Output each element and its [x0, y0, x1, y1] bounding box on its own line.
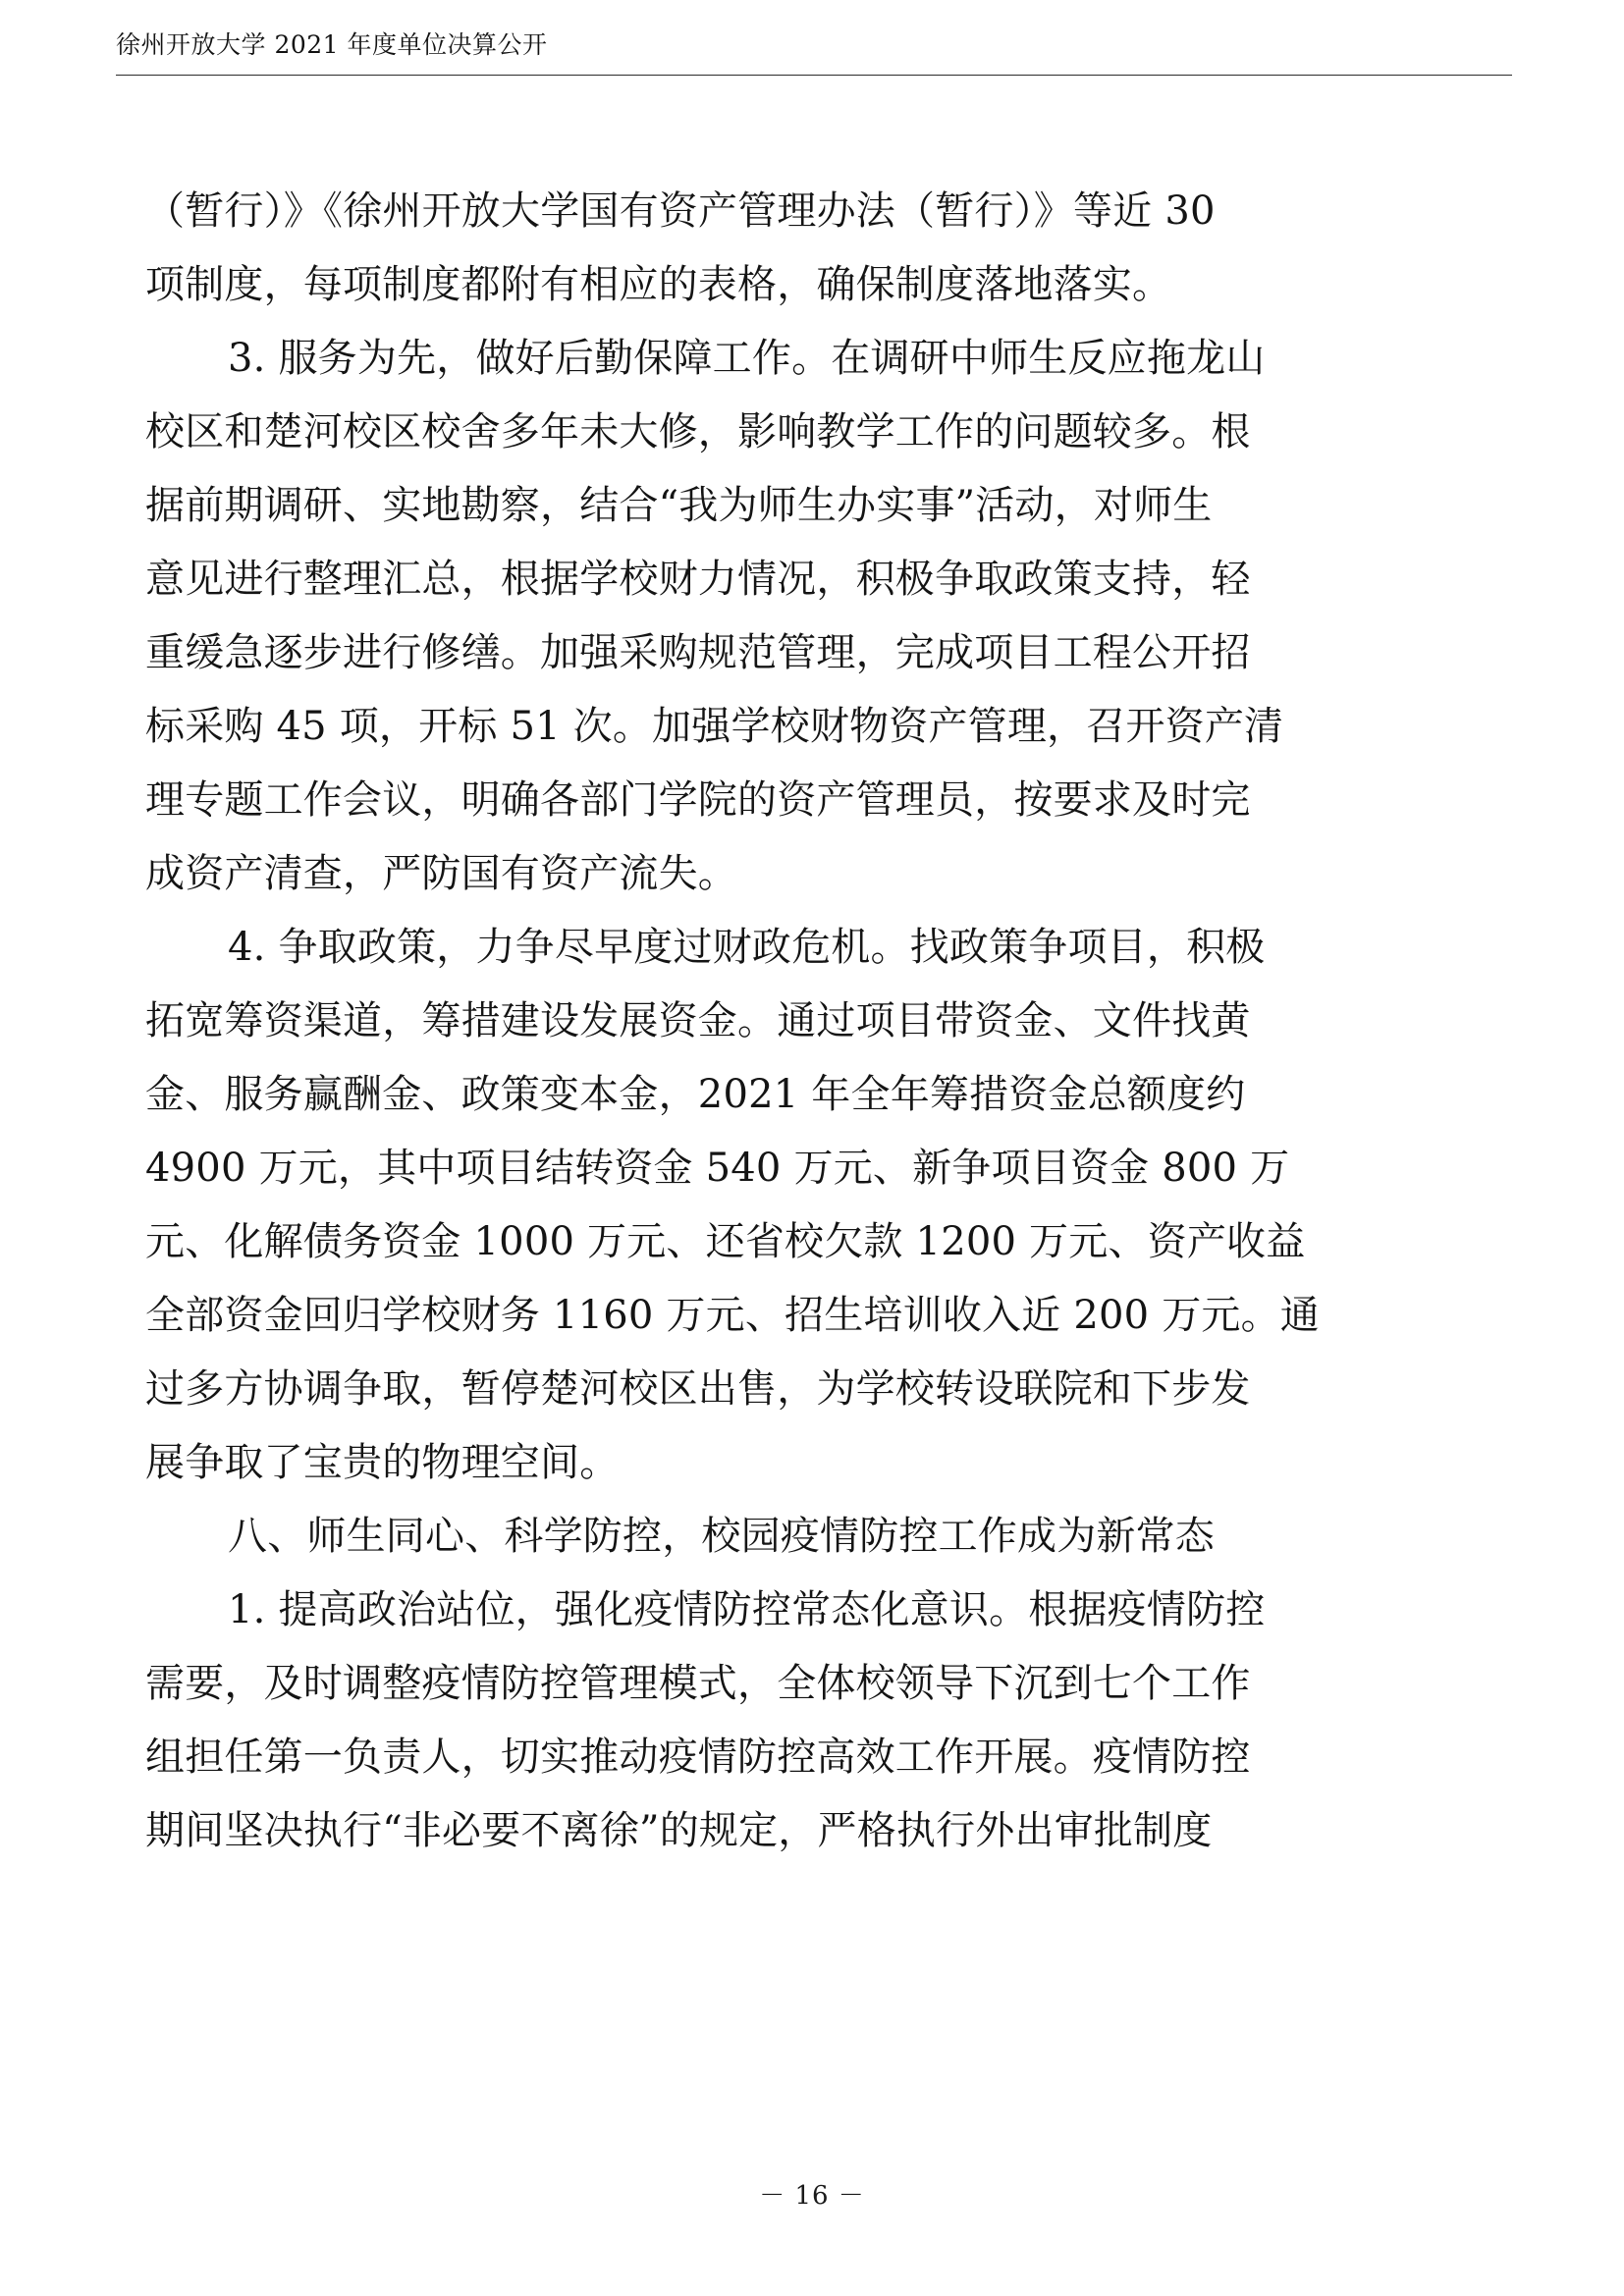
text-line: 3. 服务为先，做好后勤保障工作。在调研中师生反应拖龙山 — [228, 336, 1266, 381]
header-divider — [116, 75, 1512, 76]
text-line: 需要，及时调整疫情防控管理模式，全体校领导下沉到七个工作 — [145, 1661, 1251, 1706]
text-line: 展争取了宝贵的物理空间。 — [145, 1440, 620, 1485]
page-number: － 16 － — [759, 2181, 865, 2211]
document-body — [145, 175, 1490, 1868]
text-line: 理专题工作会议，明确各部门学院的资产管理员，按要求及时完 — [145, 777, 1251, 823]
text-line: 1. 提高政治站位，强化疫情防控常态化意识。根据疫情防控 — [228, 1587, 1266, 1632]
text-line: 金、服务赢酬金、政策变本金，2021 年全年筹措资金总额度约 — [145, 1072, 1246, 1117]
text-line: 全部资金回归学校财务 1160 万元、招生培训收入近 200 万元。通 — [145, 1293, 1321, 1338]
text-line: （暂行）》《徐州开放大学国有资产管理办法（暂行）》等近 30 — [145, 188, 1216, 234]
text-line: 项制度，每项制度都附有相应的表格，确保制度落地落实。 — [145, 262, 1172, 307]
text-line: 4900 万元，其中项目结转资金 540 万元、新争项目资金 800 万 — [145, 1146, 1290, 1191]
text-line: 组担任第一负责人，切实推动疫情防控高效工作开展。疫情防控 — [145, 1735, 1251, 1780]
text-line: 校区和楚河校区校舍多年未大修，影响教学工作的问题较多。根 — [145, 409, 1251, 454]
running-title: 徐州开放大学 2021 年度单位决算公开 — [116, 30, 548, 59]
page-header — [0, 0, 1624, 82]
section-heading: 八、师生同心、科学防控，校园疫情防控工作成为新常态 — [228, 1514, 1215, 1559]
page-footer — [0, 2175, 1624, 2212]
text-line: 标采购 45 项，开标 51 次。加强学校财物资产管理，召开资产清 — [145, 704, 1284, 749]
text-line: 拓宽筹资渠道，筹措建设发展资金。通过项目带资金、文件找黄 — [145, 998, 1251, 1043]
text-line: 过多方协调争取，暂停楚河校区出售，为学校转设联院和下步发 — [145, 1366, 1251, 1412]
text-line: 据前期调研、实地勘察，结合“我为师生办实事”活动，对师生 — [145, 483, 1213, 528]
text-line: 4. 争取政策，力争尽早度过财政危机。找政策争项目，积极 — [228, 925, 1266, 970]
text-line: 意见进行整理汇总，根据学校财力情况，积极争取政策支持，轻 — [145, 557, 1251, 602]
text-line: 期间坚决执行“非必要不离徐”的规定，严格执行外出审批制度 — [145, 1808, 1213, 1853]
text-line: 元、化解债务资金 1000 万元、还省校欠款 1200 万元、资产收益 — [145, 1219, 1306, 1264]
text-line: 成资产清查，严防国有资产流失。 — [145, 851, 737, 896]
text-line: 重缓急逐步进行修缮。加强采购规范管理，完成项目工程公开招 — [145, 630, 1251, 675]
